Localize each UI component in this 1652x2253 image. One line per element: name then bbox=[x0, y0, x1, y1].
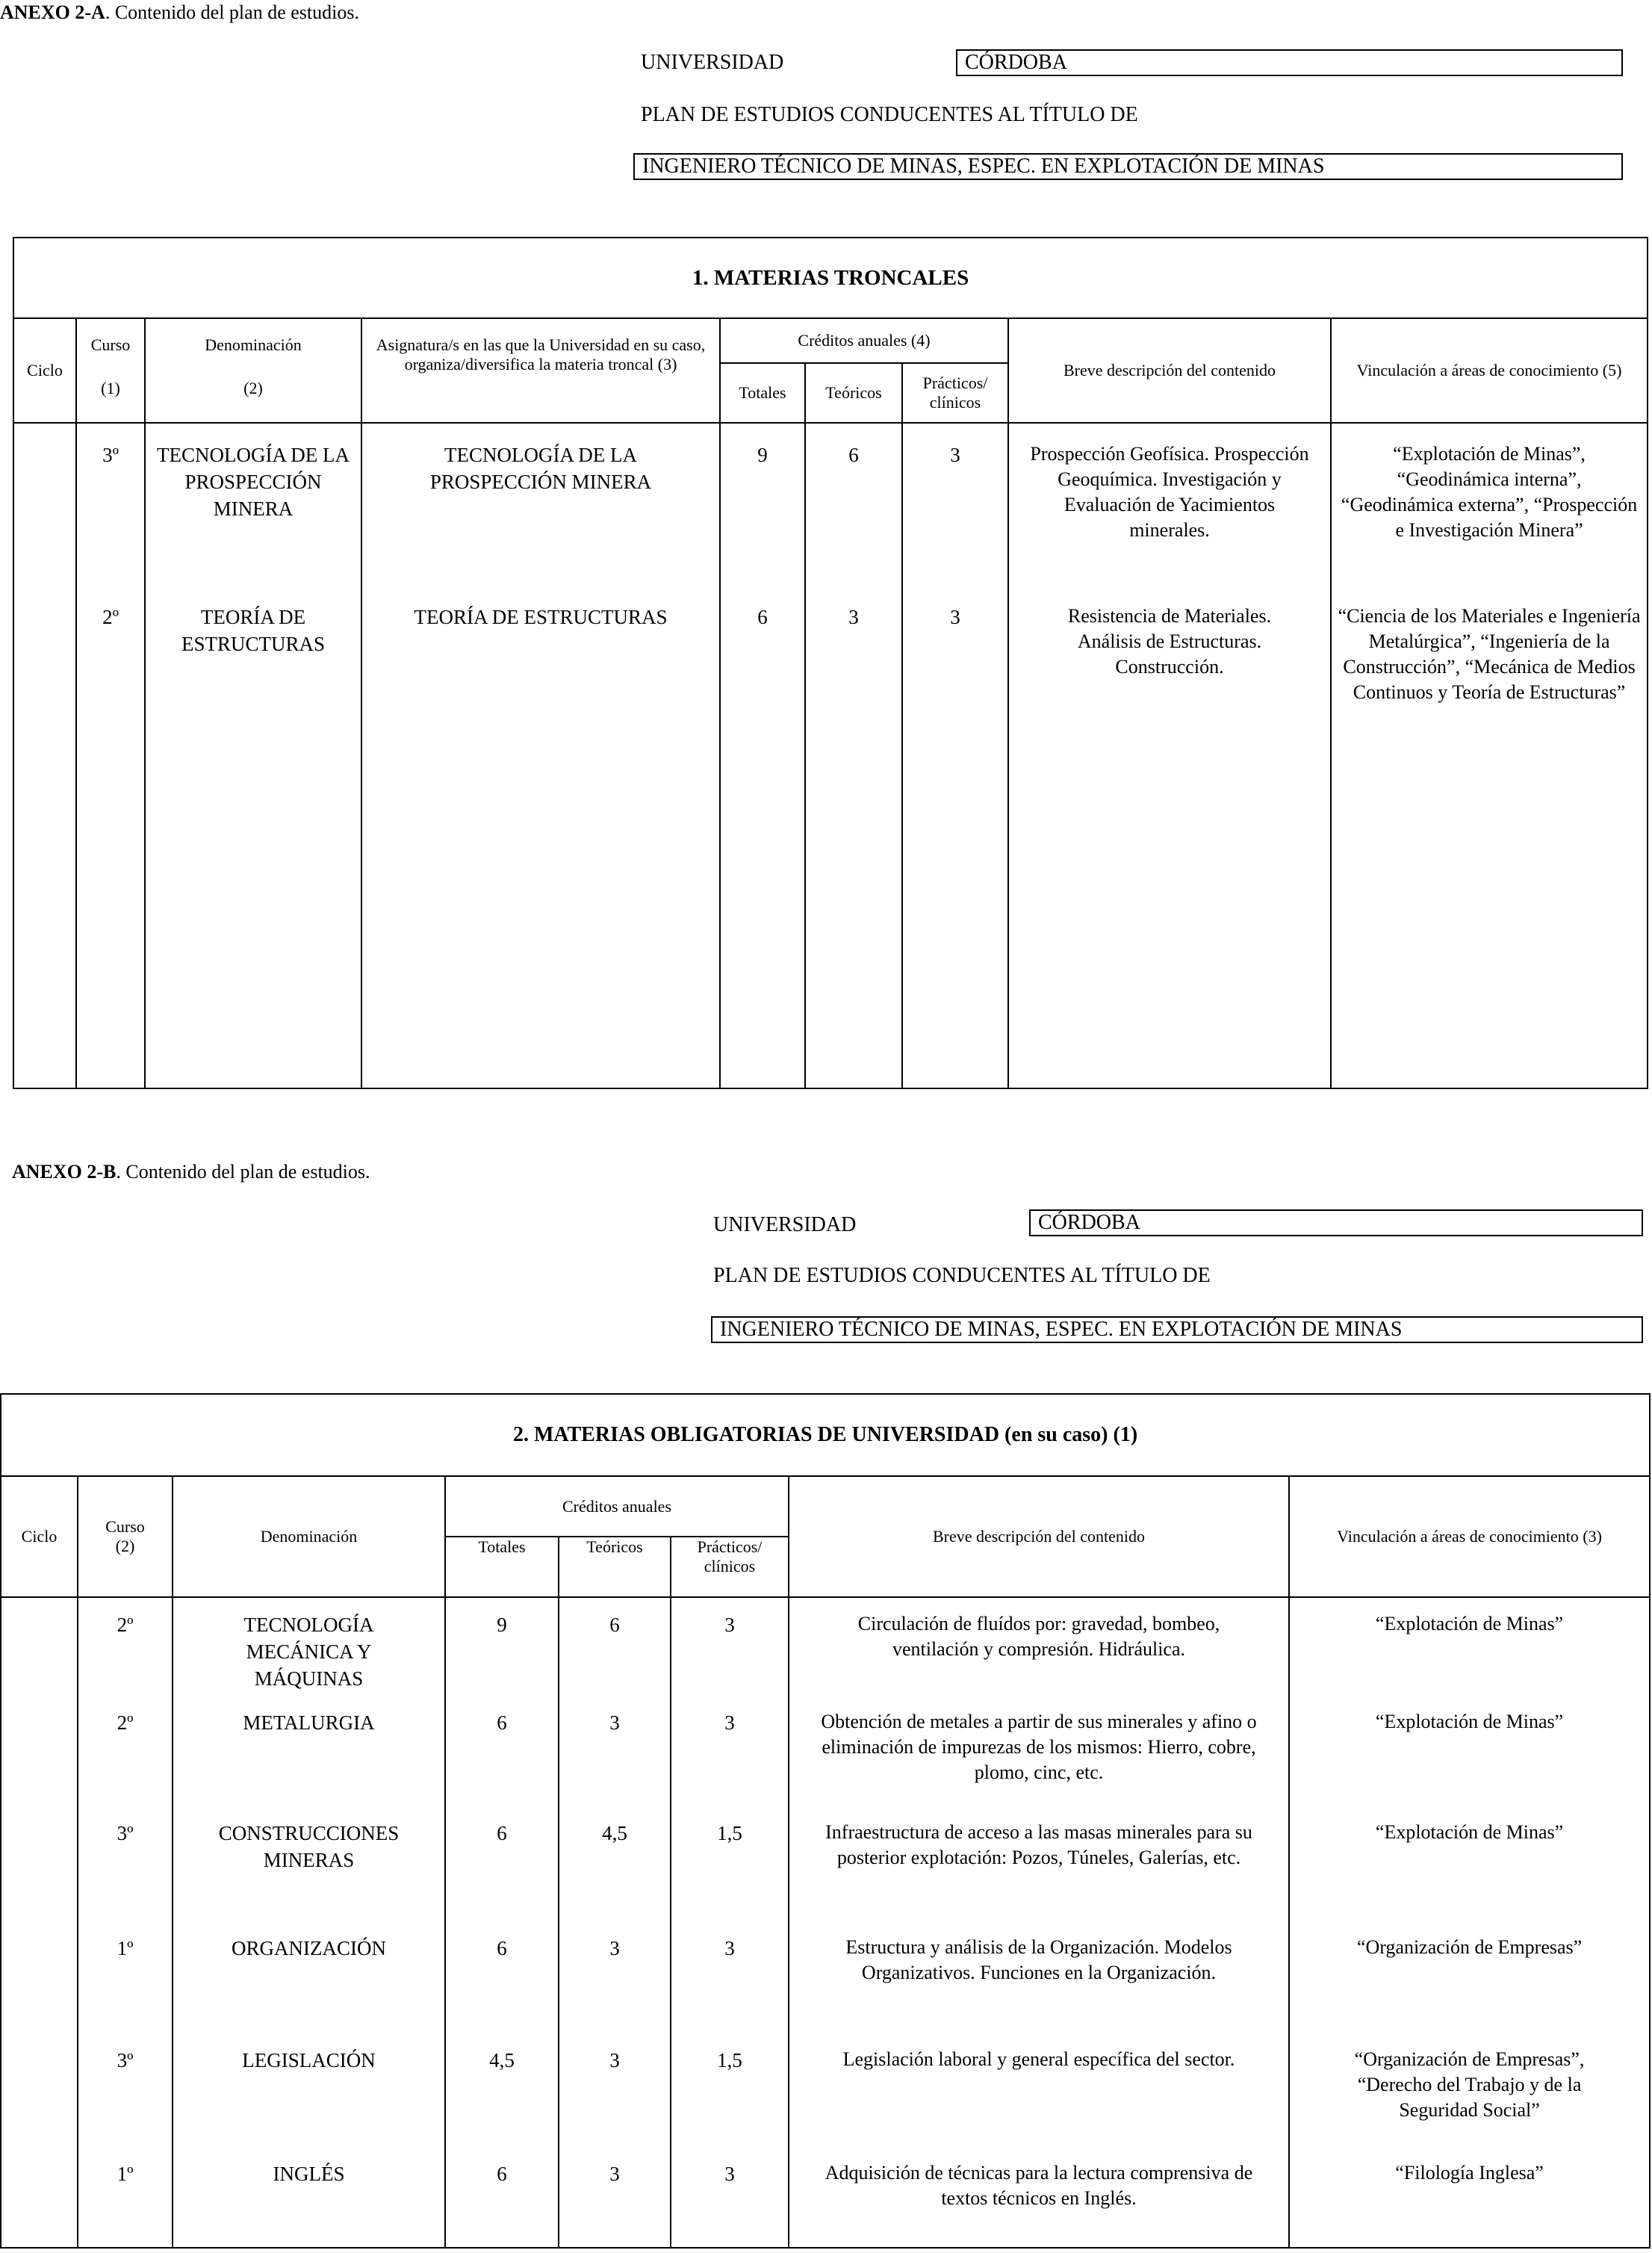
row-practicos: 3 bbox=[902, 598, 1008, 1088]
row-descripcion: Prospección Geofísica. Prospección Geoquímica. Investigación y Evaluación de Yacimientos minerales. bbox=[1008, 423, 1331, 598]
row-ciclo bbox=[1, 2150, 78, 2248]
row-denominacion: LEGISLACIÓN bbox=[173, 2038, 445, 2150]
universidad-label: UNIVERSIDAD bbox=[641, 51, 784, 74]
section-title-troncales: 1. MATERIAS TRONCALES bbox=[13, 238, 1648, 318]
row-denominacion: METALURGIA bbox=[173, 1702, 445, 1814]
row-descripcion: Infraestructura de acceso a las masas minerales para su posterior explotación: Pozos, Túneles, Galerías, etc. bbox=[789, 1814, 1289, 1926]
row-denominacion: TECNOLOGÍA MECÁNICA Y MÁQUINAS bbox=[173, 1597, 445, 1702]
header-denominacion-num: (2) bbox=[243, 379, 263, 397]
row-teoricos: 6 bbox=[559, 1597, 671, 1702]
row-vinculacion: “Explotación de Minas” bbox=[1289, 1597, 1650, 1702]
table-materias-obligatorias bbox=[0, 1393, 1651, 2249]
row-vinculacion: “Organización de Empresas”, “Derecho del Trabajo y de la Seguridad Social” bbox=[1289, 2038, 1650, 2150]
titulo-field: INGENIERO TÉCNICO DE MINAS, ESPEC. EN EXPLOTACIÓN DE MINAS bbox=[711, 1316, 1643, 1343]
row-totales: 6 bbox=[445, 1926, 559, 2038]
section-title-obligatorias: 2. MATERIAS OBLIGATORIAS DE UNIVERSIDAD (en su caso) (1) bbox=[1, 1394, 1650, 1476]
header-vinculacion: Vinculación a áreas de conocimiento (5) bbox=[1331, 318, 1648, 423]
universidad-field: CÓRDOBA bbox=[1029, 1209, 1643, 1236]
header-curso-num: (1) bbox=[101, 379, 120, 397]
row-teoricos: 4,5 bbox=[559, 1814, 671, 1926]
row-curso: 3º bbox=[76, 423, 145, 598]
row-curso: 1º bbox=[78, 2150, 173, 2248]
header-teoricos: Teóricos bbox=[559, 1537, 671, 1597]
row-practicos: 3 bbox=[671, 2150, 789, 2248]
universidad-field: CÓRDOBA bbox=[956, 49, 1623, 76]
header-denominacion bbox=[145, 318, 361, 423]
row-descripcion: Adquisición de técnicas para la lectura comprensiva de textos técnicos en Inglés. bbox=[789, 2150, 1289, 2248]
row-totales: 6 bbox=[445, 2150, 559, 2248]
row-vinculacion: “Filología Inglesa” bbox=[1289, 2150, 1650, 2248]
row-ciclo bbox=[1, 1597, 78, 1702]
row-ciclo bbox=[13, 423, 76, 598]
header-totales: Totales bbox=[445, 1537, 559, 1597]
row-totales: 4,5 bbox=[445, 2038, 559, 2150]
titulo-field: INGENIERO TÉCNICO DE MINAS, ESPEC. EN EXPLOTACIÓN DE MINAS bbox=[633, 153, 1623, 180]
header-practicos: Prácticos/ clínicos bbox=[902, 363, 1008, 423]
row-descripcion: Obtención de metales a partir de sus minerales y afino o eliminación de impurezas de los mismos: Hierro, cobre, plomo, cinc, etc. bbox=[789, 1702, 1289, 1814]
header-creditos: Créditos anuales bbox=[445, 1476, 789, 1537]
anexo-b-label: ANEXO 2-B bbox=[12, 1161, 117, 1183]
row-vinculacion: “Ciencia de los Materiales e Ingeniería Metalúrgica”, “Ingeniería de la Construcción”, “Mecánica de Medios Continuos y Teoría de Estructuras” bbox=[1331, 598, 1648, 1088]
row-descripcion: Estructura y análisis de la Organización. Modelos Organizativos. Funciones en la Organización. bbox=[789, 1926, 1289, 2038]
header-teoricos: Teóricos bbox=[805, 363, 902, 423]
row-denominacion: TEORÍA DE ESTRUCTURAS bbox=[145, 598, 361, 1088]
row-ciclo bbox=[1, 1926, 78, 2038]
anexo-a-text: . Contenido del plan de estudios. bbox=[105, 1, 359, 23]
row-curso: 3º bbox=[78, 1814, 173, 1926]
anexo-b-text: . Contenido del plan de estudios. bbox=[116, 1161, 370, 1183]
anexo-a-label: ANEXO 2-A bbox=[0, 1, 105, 23]
row-curso: 3º bbox=[78, 2038, 173, 2150]
header-vinculacion: Vinculación a áreas de conocimiento (3) bbox=[1289, 1476, 1650, 1597]
header-curso-label: Curso bbox=[90, 335, 131, 354]
row-asignatura: TECNOLOGÍA DE LA PROSPECCIÓN MINERA bbox=[361, 423, 720, 598]
row-teoricos: 3 bbox=[559, 2150, 671, 2248]
row-ciclo bbox=[1, 2038, 78, 2150]
header-descripcion: Breve descripción del contenido bbox=[1008, 318, 1331, 423]
row-vinculacion: “Explotación de Minas” bbox=[1289, 1814, 1650, 1926]
row-descripcion: Circulación de fluídos por: gravedad, bombeo, ventilación y compresión. Hidráulica. bbox=[789, 1597, 1289, 1702]
header-asignaturas bbox=[361, 318, 720, 423]
row-totales: 6 bbox=[445, 1702, 559, 1814]
header-curso: Curso (2) bbox=[78, 1476, 173, 1597]
row-practicos: 1,5 bbox=[671, 2038, 789, 2150]
row-practicos: 3 bbox=[671, 1702, 789, 1814]
plan-label: PLAN DE ESTUDIOS CONDUCENTES AL TÍTULO DE bbox=[641, 103, 1138, 126]
plan-label: PLAN DE ESTUDIOS CONDUCENTES AL TÍTULO DE bbox=[713, 1264, 1211, 1287]
row-ciclo bbox=[13, 598, 76, 1088]
row-totales: 9 bbox=[445, 1597, 559, 1702]
row-ciclo bbox=[1, 1814, 78, 1926]
header-denominacion-label: Denominación bbox=[205, 335, 302, 354]
header-ciclo: Ciclo bbox=[1, 1476, 78, 1597]
header-curso bbox=[76, 318, 145, 423]
row-vinculacion: “Explotación de Minas” bbox=[1289, 1702, 1650, 1814]
header-asignaturas-label: Asignatura/s en las que la Universidad en su caso, organiza/diversifica la materia troncal (3) bbox=[376, 335, 706, 374]
row-vinculacion: “Organización de Empresas” bbox=[1289, 1926, 1650, 2038]
row-denominacion: ORGANIZACIÓN bbox=[173, 1926, 445, 2038]
row-teoricos: 3 bbox=[559, 1702, 671, 1814]
row-vinculacion: “Explotación de Minas”, “Geodinámica interna”, “Geodinámica externa”, “Prospección e Investigación Minera” bbox=[1331, 423, 1648, 598]
table-materias-troncales bbox=[13, 237, 1648, 1089]
header-totales: Totales bbox=[720, 363, 805, 423]
row-teoricos: 3 bbox=[805, 598, 902, 1088]
row-denominacion: CONSTRUCCIONES MINERAS bbox=[173, 1814, 445, 1926]
header-creditos: Créditos anuales (4) bbox=[720, 318, 1008, 363]
row-totales: 9 bbox=[720, 423, 805, 598]
row-denominacion: TECNOLOGÍA DE LA PROSPECCIÓN MINERA bbox=[145, 423, 361, 598]
header-descripcion: Breve descripción del contenido bbox=[789, 1476, 1289, 1597]
row-practicos: 1,5 bbox=[671, 1814, 789, 1926]
row-curso: 2º bbox=[78, 1597, 173, 1702]
header-ciclo: Ciclo bbox=[13, 318, 76, 423]
row-practicos: 3 bbox=[671, 1926, 789, 2038]
row-curso: 2º bbox=[76, 598, 145, 1088]
row-totales: 6 bbox=[445, 1814, 559, 1926]
row-denominacion: INGLÉS bbox=[173, 2150, 445, 2248]
row-practicos: 3 bbox=[902, 423, 1008, 598]
row-curso: 2º bbox=[78, 1702, 173, 1814]
row-asignatura: TEORÍA DE ESTRUCTURAS bbox=[361, 598, 720, 1088]
anexo-a-heading bbox=[0, 1, 359, 24]
row-teoricos: 3 bbox=[559, 2038, 671, 2150]
row-practicos: 3 bbox=[671, 1597, 789, 1702]
row-teoricos: 6 bbox=[805, 423, 902, 598]
row-ciclo bbox=[1, 1702, 78, 1814]
row-teoricos: 3 bbox=[559, 1926, 671, 2038]
row-descripcion: Resistencia de Materiales. Análisis de Estructuras. Construcción. bbox=[1008, 598, 1331, 1088]
row-curso: 1º bbox=[78, 1926, 173, 2038]
anexo-b-heading bbox=[12, 1161, 370, 1183]
header-practicos: Prácticos/ clínicos bbox=[671, 1537, 789, 1597]
row-totales: 6 bbox=[720, 598, 805, 1088]
row-descripcion: Legislación laboral y general específica del sector. bbox=[789, 2038, 1289, 2150]
header-denominacion: Denominación bbox=[173, 1476, 445, 1597]
universidad-label: UNIVERSIDAD bbox=[713, 1213, 857, 1236]
